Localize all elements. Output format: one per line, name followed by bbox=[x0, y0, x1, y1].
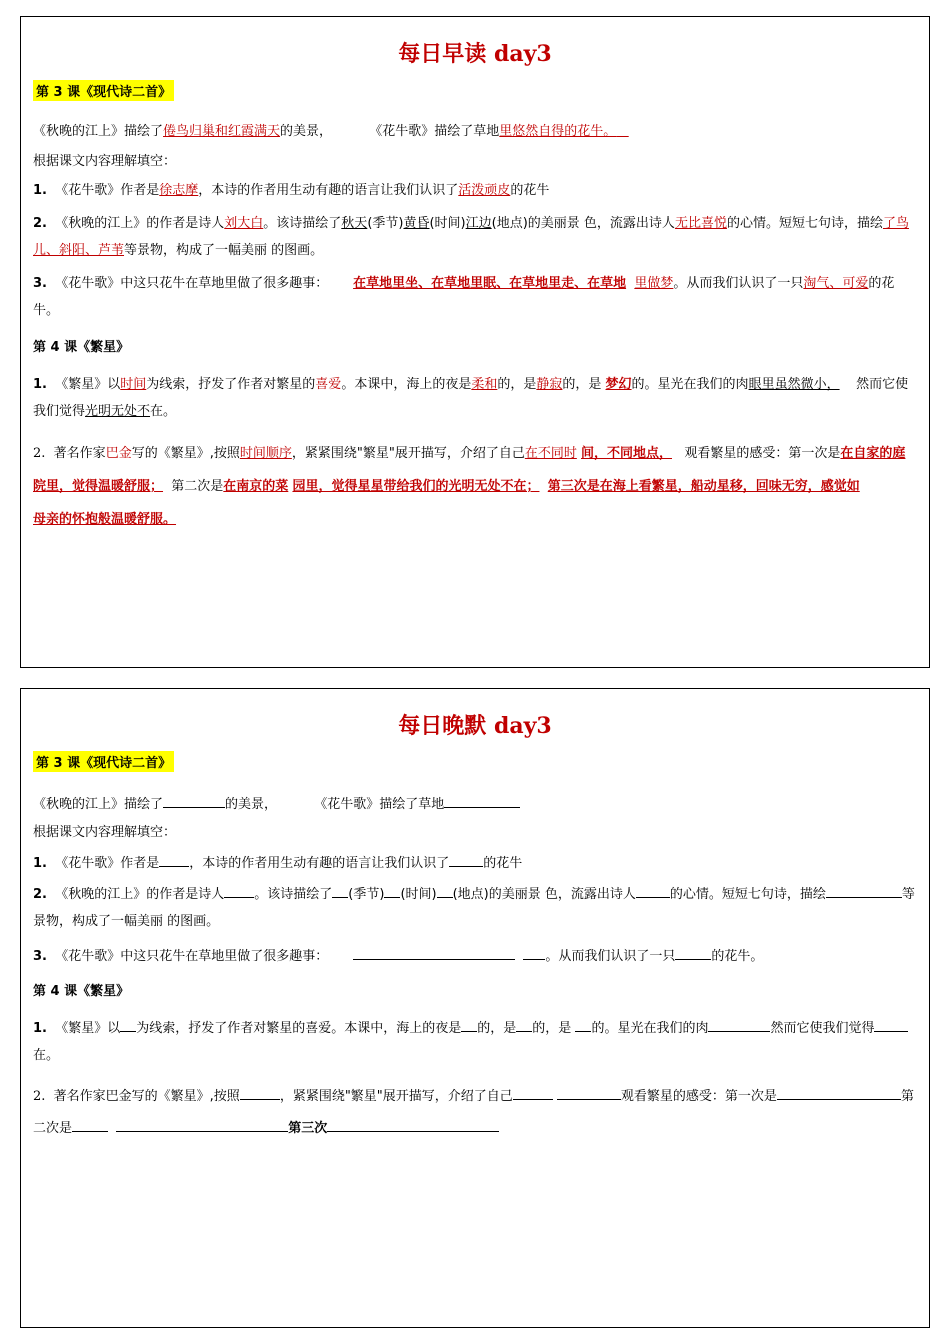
answer: 间，不同地点， bbox=[580, 446, 672, 461]
question-2: 2. 《秋晚的江上》的作者是诗人 。该诗描绘了 (季节) (时间) (地点)的美丽景 色，流露出诗人 的心情。短短七句诗，描绘 等景物，构成了一幅美丽 的图画。 bbox=[33, 887, 915, 929]
answer: 时间顺序 bbox=[239, 446, 292, 461]
blank-field[interactable] bbox=[353, 947, 515, 960]
blank-field[interactable] bbox=[116, 1119, 288, 1132]
blank-field[interactable] bbox=[523, 947, 545, 960]
answer: 在自家的庭院里，觉得温暖舒服； bbox=[33, 446, 906, 494]
blank-field[interactable] bbox=[159, 854, 189, 867]
evening-dictation-panel bbox=[20, 688, 930, 1328]
question-3: 3. 《花牛歌》中这只花牛在草地里做了很多趣事： 在草地里坐、在草地里眠、在草地里走、在草地 里做梦。从而我们认识了一只淘气、可爱的花牛。 bbox=[33, 276, 895, 318]
question-4: 1. 《繁星》以时间为线索，抒发了作者对繁星的喜爱。本课中，海上的夜是柔和的，是静寂的，是 梦幻的。星光在我们的肉眼里虽然微小， 然而它使我们觉得光明无处不在。 bbox=[33, 377, 909, 419]
answer: 梦幻 bbox=[605, 377, 632, 392]
blank-field[interactable] bbox=[557, 1087, 621, 1100]
answer: 江边 bbox=[465, 216, 492, 231]
blank-field[interactable] bbox=[708, 1019, 770, 1032]
blank-field[interactable] bbox=[72, 1119, 108, 1132]
question-1: 1. 《花牛歌》作者是 ，本诗的作者用生动有趣的语言让我们认识了 的花牛 bbox=[33, 856, 523, 871]
evening-title: 每日晚默 day3 bbox=[398, 713, 552, 739]
blank-field[interactable] bbox=[575, 1019, 591, 1032]
answer: 母亲的怀抱般温暖舒服。 bbox=[33, 512, 177, 527]
blank-field[interactable] bbox=[675, 947, 711, 960]
lesson3-header: 第 3 课《现代诗二首》 bbox=[33, 80, 174, 101]
answer: 巴金 bbox=[105, 446, 132, 461]
answer: 刘大白 bbox=[224, 216, 264, 231]
fill-prompt: 根据课文内容理解填空： bbox=[33, 154, 177, 169]
answer: 活泼顽皮 bbox=[458, 183, 511, 198]
answer: 在南京的菜 bbox=[223, 479, 289, 494]
blank-field[interactable] bbox=[224, 885, 254, 898]
blank-field[interactable] bbox=[163, 795, 225, 808]
answer: 里悠然自得的花牛。 bbox=[499, 124, 617, 139]
blank-field[interactable] bbox=[513, 1087, 553, 1100]
answer: 无比喜悦 bbox=[674, 216, 727, 231]
blank-field[interactable] bbox=[449, 854, 483, 867]
lesson3-header: 第 3 课《现代诗二首》 bbox=[33, 751, 174, 772]
blank-field[interactable] bbox=[826, 885, 902, 898]
answer: 黄昏 bbox=[403, 216, 430, 231]
blank-field[interactable] bbox=[120, 1019, 136, 1032]
question-5: 2. 著名作家巴金写的《繁星》,按照时间顺序，紧紧围绕"繁星"展开描写，介绍了自己在不同时 间，不同地点， 观看繁星的感受：第一次是在自家的庭院里，觉得温暖舒服； 第二次是在南京的菜 园里，觉得星星带给我们的光明无处不在； 第三次是在海上看繁星，船动星移，回味无穷，感觉如 母亲的怀抱般温暖舒服。 bbox=[33, 446, 906, 527]
morning-reading-panel bbox=[20, 16, 930, 668]
answer: 淘气、可爱 bbox=[803, 276, 869, 291]
line-autumn-river: 《秋晚的江上》描绘了倦鸟归巢和红霞满天的美景， 《花牛歌》描绘了草地里悠然自得的花牛。 bbox=[33, 124, 617, 139]
answer: 里做梦 bbox=[634, 276, 674, 291]
blank-field[interactable] bbox=[332, 885, 348, 898]
answer: 倦鸟归巢和红霞满天 bbox=[163, 124, 281, 139]
blank-field[interactable] bbox=[444, 795, 520, 808]
blank-field[interactable] bbox=[437, 885, 453, 898]
answer: 徐志摩 bbox=[159, 183, 199, 198]
question-5: 2. 著名作家巴金写的《繁星》,按照 ，紧紧围绕"繁星"展开描写，介绍了自己 观看繁星的感受：第一次是 第二次是 第三次 bbox=[33, 1089, 914, 1136]
answer: 在不同时 bbox=[524, 446, 577, 461]
lesson4-header: 第 4 课《繁星》 bbox=[33, 984, 130, 999]
blank-field[interactable] bbox=[240, 1087, 280, 1100]
blank-field[interactable] bbox=[384, 885, 400, 898]
line-autumn-river: 《秋晚的江上》描绘了 的美景， 《花牛歌》描绘了草地 bbox=[33, 795, 917, 813]
answer: 在草地里坐、在草地里眠、在草地里走、在草地 bbox=[353, 276, 627, 291]
blank-field[interactable] bbox=[327, 1119, 499, 1132]
blank-field[interactable] bbox=[461, 1019, 477, 1032]
question-1: 1. 《花牛歌》作者是徐志摩，本诗的作者用生动有趣的语言让我们认识了活泼顽皮的花牛 bbox=[33, 183, 550, 198]
blank-field[interactable] bbox=[516, 1019, 532, 1032]
blank-field[interactable] bbox=[777, 1087, 901, 1100]
blank-field[interactable] bbox=[874, 1019, 908, 1032]
fill-prompt: 根据课文内容理解填空： bbox=[33, 825, 177, 840]
answer: 柔和 bbox=[471, 377, 498, 392]
question-2: 2. 《秋晚的江上》的作者是诗人刘大白。该诗描绘了秋天(季节)黄昏(时间)江边(地点)的美丽景 色，流露出诗人无比喜悦的心情。短短七句诗，描绘了鸟儿、斜阳、芦苇等景物，构成了一幅美丽 的图画。 bbox=[33, 216, 909, 258]
answer: 了鸟儿、斜阳、芦苇 bbox=[33, 216, 909, 258]
answer: 第三次是在海上看繁星，船动星移，回味无穷，感觉如 bbox=[547, 479, 860, 494]
answer: 光明无处不 bbox=[85, 404, 151, 419]
answer: 静寂 bbox=[536, 377, 563, 392]
question-3: 3. 《花牛歌》中这只花牛在草地里做了很多趣事： 。从而我们认识了一只 的花牛。 bbox=[33, 949, 764, 964]
answer: 眼里虽然微小， bbox=[748, 377, 840, 392]
answer: 时间 bbox=[120, 377, 147, 392]
blank-field[interactable] bbox=[636, 885, 670, 898]
answer: 园里，觉得星星带给我们的光明无处不在； bbox=[292, 479, 540, 494]
answer: 喜爱 bbox=[315, 377, 342, 392]
question-4: 1. 《繁星》以 为线索，抒发了作者对繁星的喜爱。本课中，海上的夜是 的，是 的，是 的。星光在我们的肉 然而它使我们觉得在。 bbox=[33, 1015, 917, 1069]
answer: 秋天 bbox=[341, 216, 368, 231]
morning-title: 每日早读 day3 bbox=[398, 41, 552, 67]
lesson4-header: 第 4 课《繁星》 bbox=[33, 340, 130, 355]
